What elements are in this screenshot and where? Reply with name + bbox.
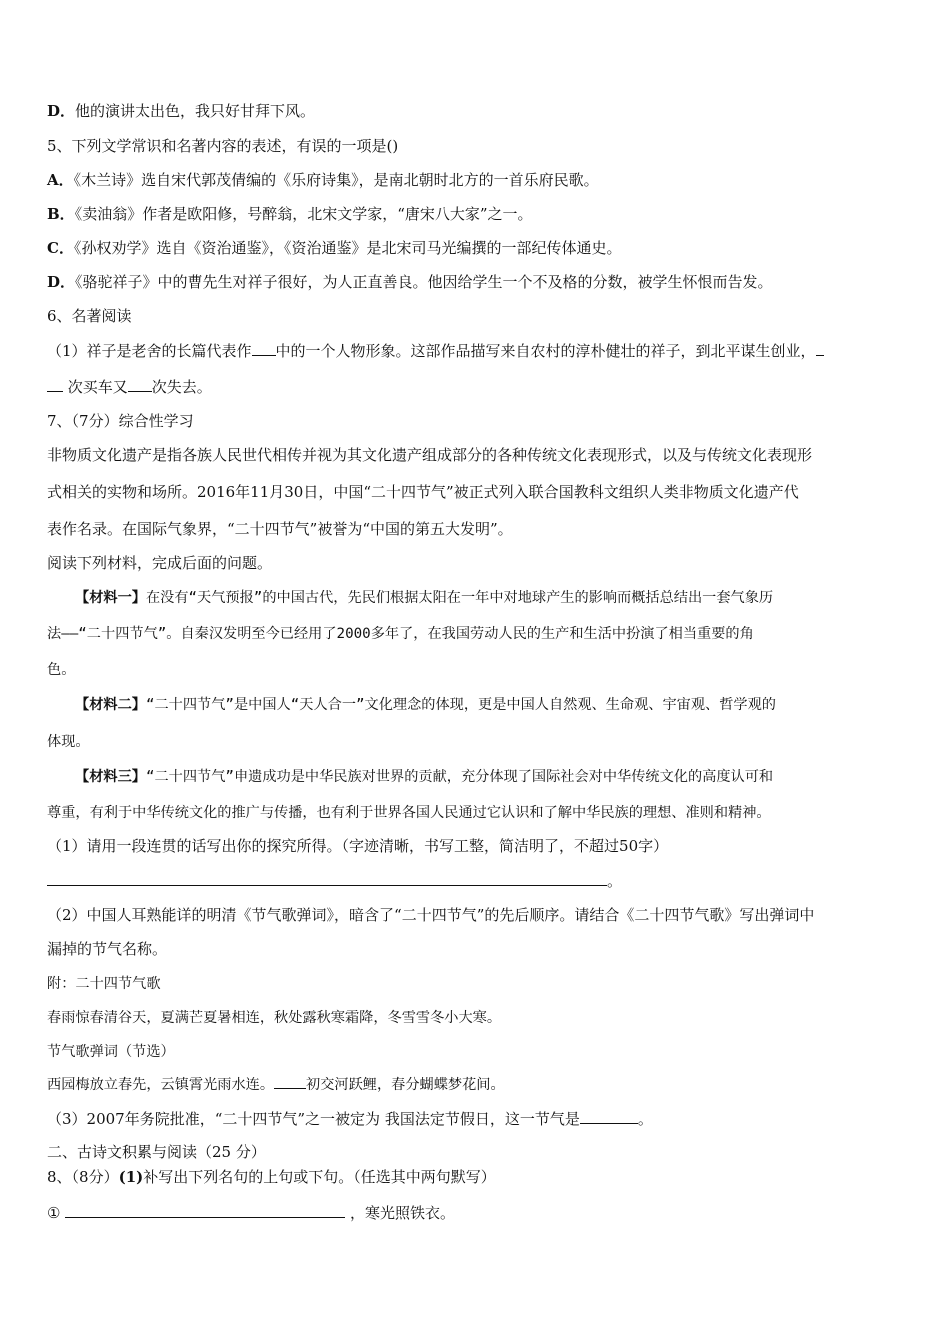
- option-label: A．: [47, 171, 74, 189]
- sentence-end: 。: [607, 872, 623, 890]
- q6-stem: 6、名著阅读: [47, 307, 132, 325]
- section-2-heading: 二、古诗文积累与阅读（25 分）: [47, 1143, 266, 1161]
- sub-question-number: (1): [118, 1168, 144, 1186]
- option-label: C．: [47, 239, 74, 257]
- option-label: D．: [47, 102, 76, 120]
- q6-text: （1）祥子是老舍的长篇代表作: [47, 342, 252, 360]
- q7-part3-text: （3）2007年务院批准，“二十四节气”之一被定为 我国法定节假日，这一节气是: [47, 1110, 580, 1128]
- material-2-line: 体现。: [47, 734, 90, 750]
- tanci-title: 节气歌弹词（节选）: [47, 1044, 175, 1060]
- option-label: B．: [47, 205, 75, 223]
- material-1-line: [75, 587, 773, 609]
- option-text: 他的演讲太出色，我只好甘拜下风。: [75, 102, 316, 120]
- q8-item-text: ，寒光照铁衣。: [350, 1204, 456, 1222]
- option-text: 《孙权劝学》选自《资治通鉴》，《资治通鉴》是北宋司马光编撰的一部纪传体通史。: [73, 239, 622, 257]
- answer-blank[interactable]: [65, 1203, 345, 1218]
- q7-intro-line: 非物质文化遗产是指各族人民世代相传并视为其文化遗产组成部分的各种传统文化表现形式，以及与传统文化表现形: [47, 446, 813, 464]
- material-1-line: 法——“二十四节气”。自秦汉发明至今已经用了2000多年了，在我国劳动人民的生产和生活中扮演了相当重要的角: [47, 626, 754, 642]
- q7-part2-line: （2）中国人耳熟能详的明清《节气歌弹词》，暗含了“二十四节气”的先后顺序。请结合《二十四节气歌》写出弹词中: [47, 906, 815, 924]
- material-text: “二十四节气”申遗成功是中华民族对世界的贡献，充分体现了国际社会对中华传统文化的高度认可和: [145, 769, 774, 785]
- sentence-end: 。: [637, 1110, 653, 1128]
- appendix-title: 附：二十四节气歌: [47, 976, 161, 992]
- material-3-line: [75, 766, 773, 788]
- answer-blank[interactable]: [274, 1074, 306, 1089]
- material-tag: 【材料三】: [75, 769, 146, 785]
- item-marker: ①: [47, 1204, 61, 1222]
- tanci-text: 西园梅放立春先，云镇霄光雨水连。: [47, 1077, 275, 1093]
- q6-text: 次买车又: [67, 378, 128, 396]
- q6-part1-line2: [47, 376, 212, 398]
- material-tag: 【材料一】: [75, 590, 146, 606]
- q6-text: 次失去。: [151, 378, 212, 396]
- appendix-song: 春雨惊春清谷天，夏满芒夏暑相连，秋处露秋寒霜降，冬雪雪冬小大寒。: [47, 1010, 502, 1026]
- option-label: D．: [47, 273, 76, 291]
- material-tag: 【材料二】: [75, 697, 146, 713]
- question-number: 8、（8分）: [47, 1168, 119, 1186]
- q6-part1-line1: [47, 340, 824, 362]
- material-2-line: [75, 694, 776, 716]
- q5-option-a: [47, 169, 599, 191]
- material-3-line: 尊重，有利于中华传统文化的推广与传播，也有利于世界各国人民通过它认识和了解中华民族的理想、准则和精神。: [47, 805, 771, 821]
- q5-option-c: [47, 237, 621, 259]
- q8-item-1: [47, 1202, 455, 1224]
- material-1-line: 色。: [47, 662, 76, 678]
- q7-stem: 7、（7分）综合性学习: [47, 412, 194, 430]
- answer-blank[interactable]: [580, 1109, 638, 1124]
- q7-part1: （1）请用一段连贯的话写出你的探究所得。（字迹清晰，书写工整，简洁明了，不超过50字）: [47, 837, 669, 855]
- q5-option-d: [47, 271, 773, 293]
- q8-stem: [47, 1166, 496, 1188]
- tanci-line: [47, 1074, 505, 1096]
- q5-stem: 5、下列文学常识和名著内容的表述，有误的一项是(): [47, 137, 399, 155]
- answer-blank[interactable]: [47, 871, 607, 886]
- tanci-text: 初交河跃鲤，春分蝴蝶梦花间。: [306, 1077, 505, 1093]
- option-text: 《骆驼祥子》中的曹先生对祥子很好，为人正直善良。他因给学生一个不及格的分数，被学生怀恨而告发。: [75, 273, 773, 291]
- q7-intro-line: 式相关的实物和场所。2016年11月30日，中国“二十四节气”被正式列入联合国教科文组织人类非物质文化遗产代: [47, 483, 799, 501]
- q7-intro-line: 表作名录。在国际气象界，“二十四节气”被誉为“中国的第五大发明”。: [47, 520, 513, 538]
- q7-part3: [47, 1108, 653, 1130]
- material-text: “二十四节气”是中国人“天人合一”文化理念的体现，更是中国人自然观、生命观、宇宙观、哲学观的: [145, 697, 776, 713]
- answer-blank[interactable]: [816, 341, 824, 356]
- q8-text: 补写出下列名句的上句或下句。（任选其中两句默写）: [143, 1168, 496, 1186]
- q7-part1-answer-line: [47, 870, 622, 892]
- answer-blank[interactable]: [128, 377, 152, 392]
- q7-part2-line: 漏掉的节气名称。: [47, 940, 168, 958]
- q6-text: 中的一个人物形象。这部作品描写来自农村的淳朴健壮的祥子，到北平谋生创业，: [275, 342, 816, 360]
- q5-option-b: [47, 203, 533, 225]
- option-text: 《卖油翁》作者是欧阳修，号醉翁，北宋文学家，“唐宋八大家”之一。: [74, 205, 533, 223]
- answer-blank[interactable]: [252, 341, 276, 356]
- q4-option-d: [47, 100, 315, 122]
- material-text: 在没有“天气预报”的中国古代，先民们根据太阳在一年中对地球产生的影响而概括总结出一套气象历: [145, 590, 774, 606]
- answer-blank[interactable]: [47, 377, 63, 392]
- option-text: 《木兰诗》选自宋代郭茂倩编的《乐府诗集》，是南北朝时北方的一首乐府民歌。: [73, 171, 599, 189]
- q7-read-instruction: 阅读下列材料，完成后面的问题。: [47, 554, 273, 572]
